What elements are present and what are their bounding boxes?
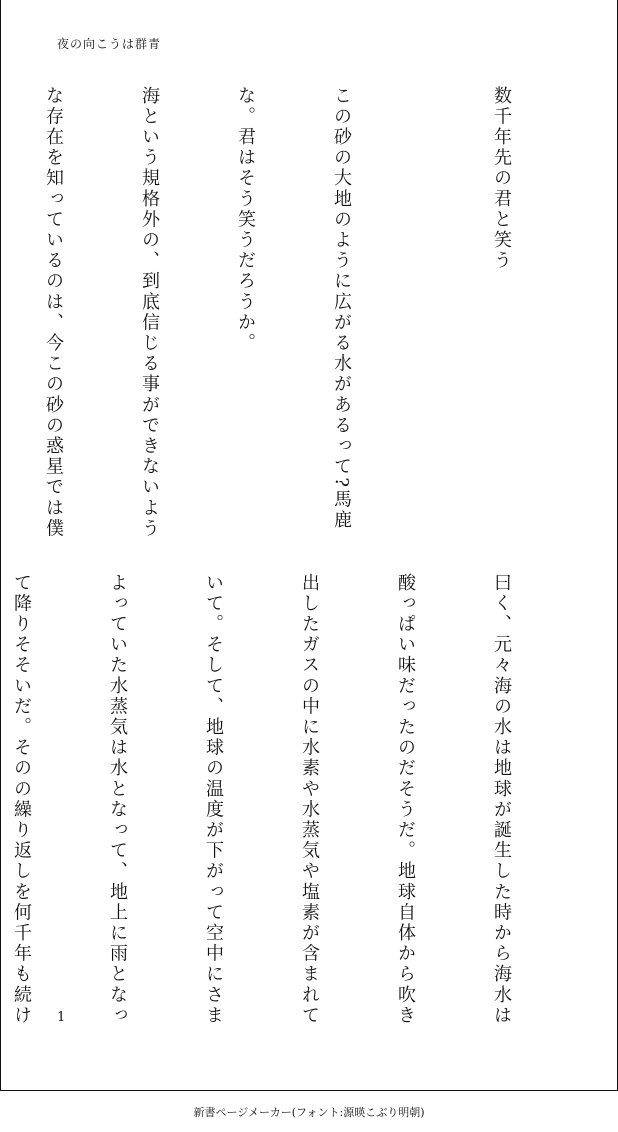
- text-line: 海という規格外の、到底信じる事ができないよう: [139, 86, 160, 540]
- chapter-title: 数千年先の君と笑う: [491, 86, 512, 272]
- page-number: 1: [57, 1010, 66, 1025]
- text-line: いて。そして、地球の温度が下がって空中にさま: [203, 573, 224, 1027]
- text-line: 曰く、元々海の水は地球が誕生した時から海水は: [491, 573, 512, 1027]
- text-line: よっていた水蒸気は水となって、地上に雨となっ: [107, 573, 128, 1027]
- text-line: この砂の大地のように広がる水があるって?馬鹿: [331, 86, 352, 531]
- running-title: 夜の向こうは群青: [57, 37, 162, 51]
- text-line: な存在を知っているのは、今この砂の惑星では僕: [43, 86, 64, 540]
- upper-text-block: [0, 86, 581, 556]
- generator-credit: 新書ページメーカー(フォント:源暎こぶり明朝): [193, 1106, 425, 1119]
- text-line: 酸っぱい味だったのだそうだ。地球自体から吹き: [395, 573, 416, 1027]
- lower-text-block: [0, 573, 581, 1027]
- text-line: 出したガスの中に水素や水蒸気や塩素が含まれて: [299, 573, 320, 1027]
- text-line: な。君はそう笑うだろうか。: [235, 86, 256, 354]
- text-line: て降りそそいだ。そのの繰り返しを何千年も続け: [11, 573, 32, 1027]
